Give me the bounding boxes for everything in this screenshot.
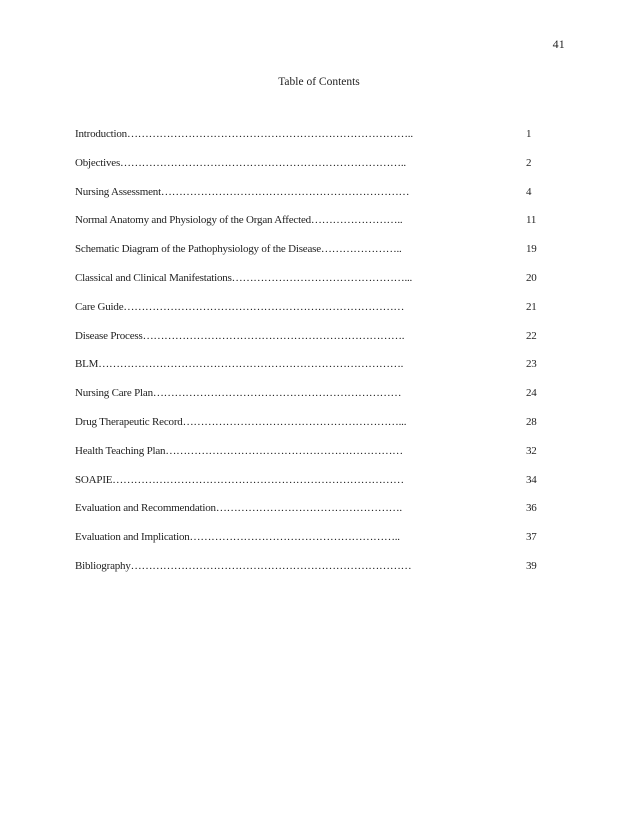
toc-entry-page: 2 <box>526 156 532 169</box>
toc-entry-text: Introduction…………………………………………………………………….. <box>75 128 413 140</box>
toc-entry-normal-anatomy <box>75 212 565 241</box>
toc-entry-text: Classical and Clinical Manifestations…………………………………………... <box>75 271 413 284</box>
toc-entry-text: Nursing Assessment…………………………………………………………… <box>75 185 410 198</box>
toc-entry-page: 23 <box>526 358 537 371</box>
page-number: 41 <box>552 37 565 51</box>
toc-entry-page: 21 <box>526 300 537 313</box>
toc-entry-text: Disease Process………………………………………………………………. <box>75 329 405 342</box>
toc-entry-text: Schematic Diagram of the Pathophysiology of the Disease………………….. <box>75 243 402 256</box>
toc-entry-schematic-diagram <box>75 241 565 270</box>
toc-entry-page: 22 <box>526 329 537 342</box>
toc-entry-care-guide <box>75 299 565 328</box>
toc-entry-text: BLM…………………………………………………………………………. <box>75 358 404 371</box>
toc-entry-text: Drug Therapeutic Record……………………………………………………... <box>75 415 407 428</box>
toc-entry-page: 37 <box>526 531 537 544</box>
toc-entry-page: 11 <box>526 214 537 227</box>
toc-entry-page: 28 <box>526 415 537 428</box>
toc-entry-nursing-assessment <box>75 184 565 213</box>
toc-list <box>75 126 565 587</box>
toc-entry-page: 39 <box>526 559 537 572</box>
toc-entry-soapie <box>75 472 565 501</box>
toc-entry-page: 24 <box>526 387 537 400</box>
toc-entry-page: 4 <box>526 185 532 198</box>
toc-entry-text: Objectives…………………………………………………………………….. <box>75 156 406 169</box>
toc-entry-page: 36 <box>526 502 537 515</box>
toc-entry-bibliography <box>75 558 565 587</box>
toc-entry-text: Care Guide…………………………………………………………………… <box>75 300 405 313</box>
toc-entry-text: Health Teaching Plan………………………………………………………… <box>75 444 403 457</box>
toc-entry-text: Nursing Care Plan…………………………………………………………… <box>75 387 402 400</box>
toc-entry-text: Evaluation and Implication………………………………………………….. <box>75 531 400 544</box>
toc-entry-manifestations <box>75 270 565 299</box>
toc-entry-text: SOAPIE……………………………………………………………………… <box>75 473 404 486</box>
toc-entry-text: Normal Anatomy and Physiology of the Organ Affected…………………….. <box>75 214 403 227</box>
toc-entry-disease-process <box>75 328 565 357</box>
toc-entry-page: 32 <box>526 444 537 457</box>
toc-entry-page: 1 <box>526 128 532 140</box>
toc-entry-page: 19 <box>526 243 537 256</box>
toc-entry-page: 34 <box>526 473 537 486</box>
toc-entry-evaluation-recommendation <box>75 500 565 529</box>
toc-entry-blm <box>75 356 565 385</box>
toc-entry-page: 20 <box>526 271 537 284</box>
page-title: Table of Contents <box>278 76 360 88</box>
toc-entry-nursing-care-plan <box>75 385 565 414</box>
toc-entry-text: Bibliography…………………………………………………………………… <box>75 559 412 572</box>
toc-entry-introduction <box>75 126 565 155</box>
toc-entry-drug-therapeutic-record <box>75 414 565 443</box>
toc-entry-objectives <box>75 155 565 184</box>
toc-entry-health-teaching-plan <box>75 443 565 472</box>
toc-entry-text: Evaluation and Recommendation……………………………………………. <box>75 502 402 515</box>
toc-entry-evaluation-implication <box>75 529 565 558</box>
